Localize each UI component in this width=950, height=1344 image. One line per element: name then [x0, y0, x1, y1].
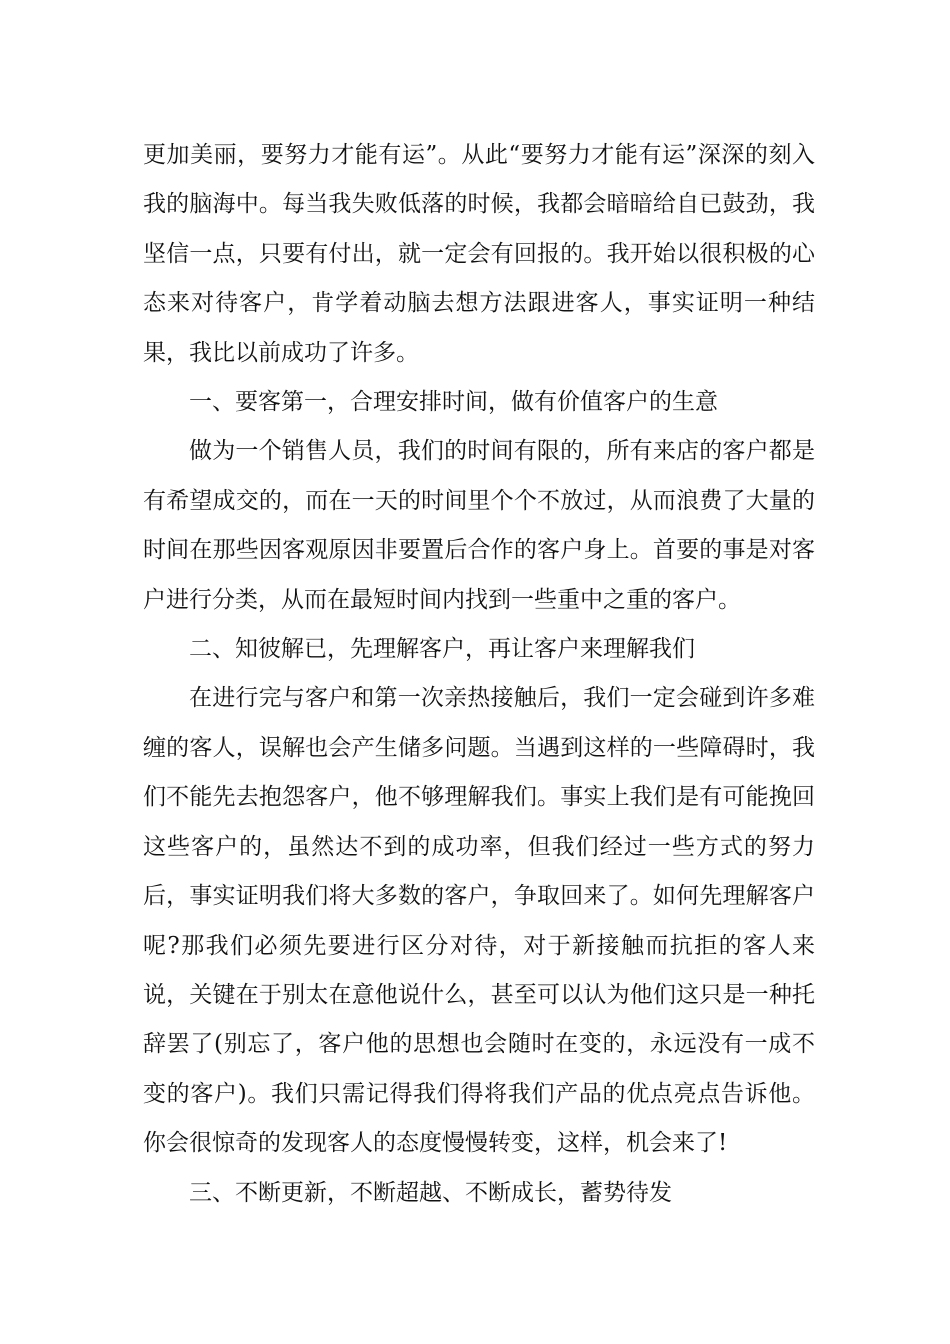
section-heading-3: 三、不断更新，不断超越、不断成长，蓄势待发: [189, 1179, 672, 1206]
section-heading-1: 一、要客第一，合理安排时间，做有价值客户的生意: [189, 389, 718, 416]
paragraph-time-management: 做为一个销售人员，我们的时间有限的，所有来店的客户都是有希望成交的，而在一天的时间里个个不放过，从而浪费了大量的时间在那些因客观原因非要置后合作的客户身上。首要的事是对客户进行分类，从而在最短时间内找到一些重中之重的客户。: [143, 438, 815, 613]
document-body: [143, 131, 815, 1218]
paragraph-understand-customers: 在进行完与客户和第一次亲热接触后，我们一定会碰到许多难缠的客人，误解也会产生储多问题。当遇到这样的一些障碍时，我们不能先去抱怨客户，他不够理解我们。事实上我们是有可能挽回这些客户的，虽然达不到的成功率，但我们经过一些方式的努力后，事实证明我们将大多数的客户，争取回来了。如何先理解客户呢?那我们必须先要进行区分对待，对于新接触而抗拒的客人来说，关键在于别太在意他说什么，甚至可以认为他们这只是一种托辞罢了(别忘了，客户他的思想也会随时在变的，永远没有一成不变的客户)。我们只需记得我们得将我们产品的优点亮点告诉他。你会很惊奇的发现客人的态度慢慢转变，这样，机会来了!: [143, 685, 815, 1157]
paragraph-continuation: 更加美丽，要努力才能有运”。从此“要努力才能有运”深深的刻入我的脑海中。每当我失败低落的时候，我都会暗暗给自已鼓劲，我坚信一点，只要有付出，就一定会有回报的。我开始以很积极的心态来对待客户，肯学着动脑去想方法跟进客人，事实证明一种结果，我比以前成功了许多。: [143, 142, 815, 366]
section-heading-2: 二、知彼解已，先理解客户，再让客户来理解我们: [189, 636, 695, 663]
